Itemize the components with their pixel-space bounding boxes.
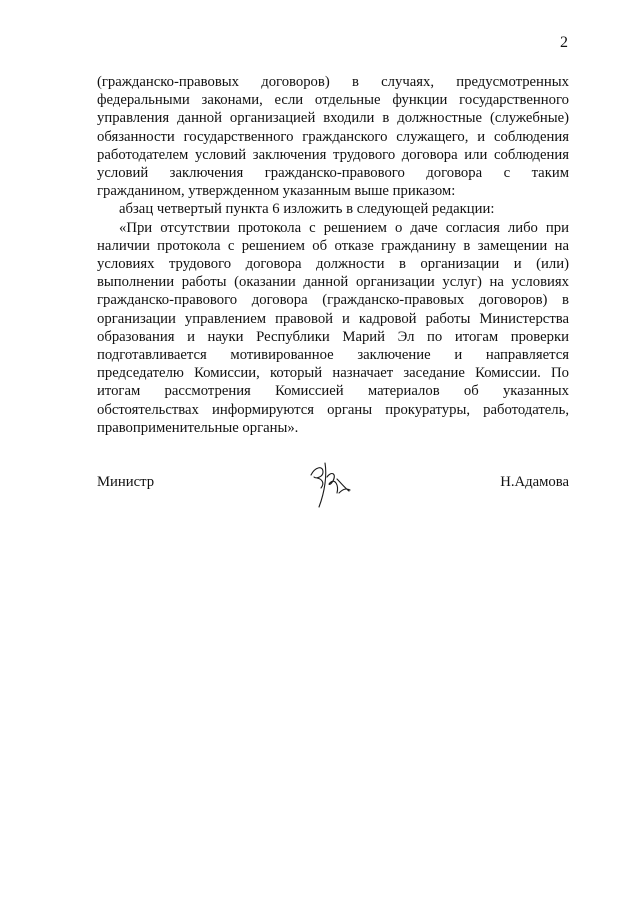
paragraph-amendment-text: «При отсутствии протокола с решением о даче согласия либо при наличии протокола с решением об отказе гражданину в замещении на условиях трудового договора должности в организации и (или) выполнении работы (оказании данной организации услуг) на условиях гражданско-правового договора (гражданско-правовых договоров) в организации управлением правовой и кадровой работы Министерства образования и науки Республики Марий Эл по итогам проверки подготавливается мотивированное заключение и направляется председателю Комиссии, который назначает заседание Комиссии. По итогам рассмотрения Комиссией материалов об указанных обстоятельствах информируются органы прокуратуры, работодатель, правоприменительные органы». [97, 219, 569, 436]
handwritten-signature [297, 455, 357, 511]
signer-name: Н.Адамова [500, 474, 569, 490]
signature-block [97, 455, 569, 511]
paragraph-continuation: (гражданско-правовых договоров) в случаях, предусмотренных федеральными законами, если отдельные функции государственного управления данной организацией входили в должностные (служебные) обязанности государственного гражданского служащего, и соблюдения работодателем условий заключения трудового договора или соблюдения условий заключения гражданско-правового договора с таким гражданином, утвержденном указанным выше приказом: [97, 74, 569, 200]
signer-title: Министр [97, 474, 155, 490]
paragraph-amendment-intro: абзац четвертый пункта 6 изложить в следующей редакции: [119, 201, 495, 218]
body-text [97, 73, 569, 437]
page-number: 2 [560, 34, 568, 51]
